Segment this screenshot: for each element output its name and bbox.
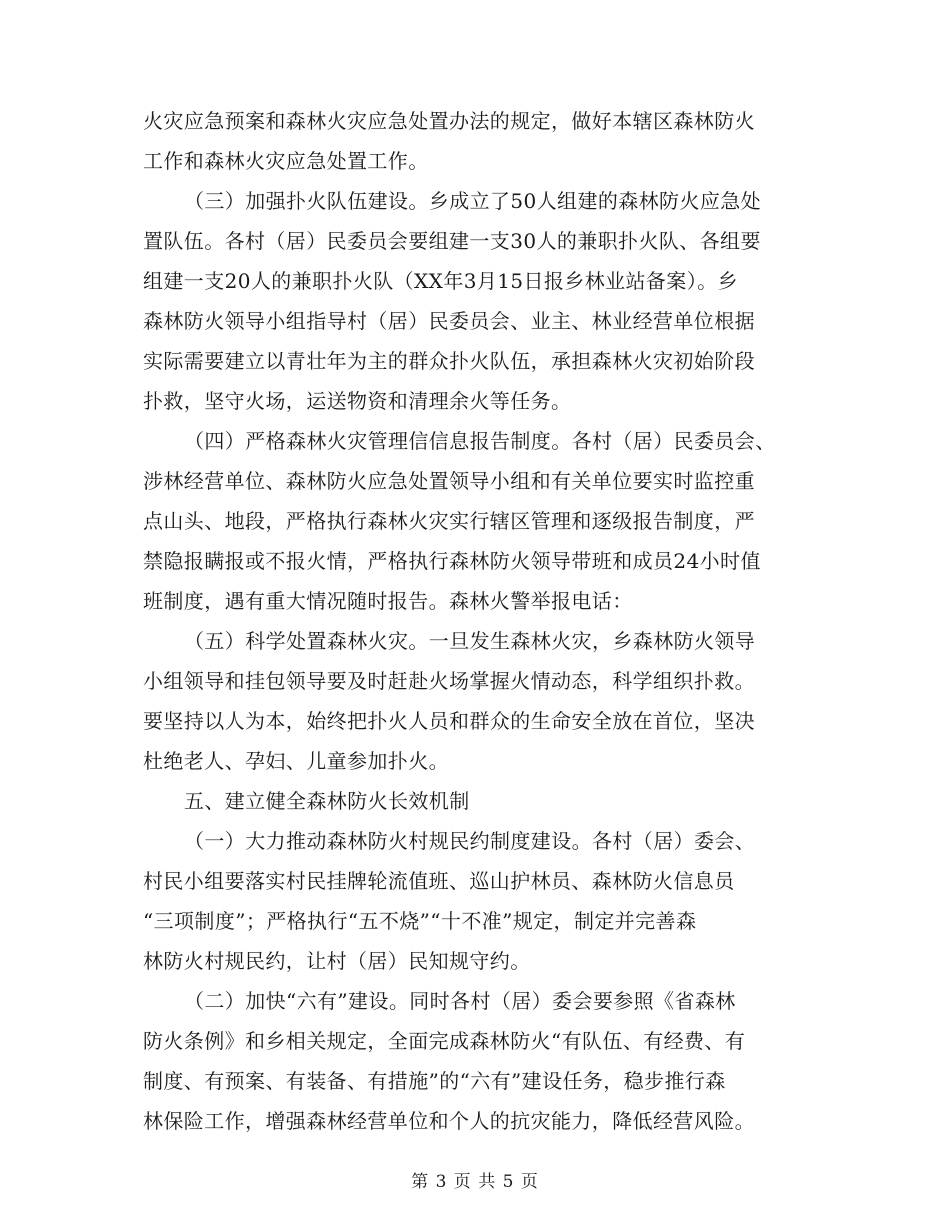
- text-line: 涉林经营单位、森林防火应急处置领导小组和有关单位要实时监控重: [143, 469, 755, 493]
- text-line: （五）科学处置森林火灾。一旦发生森林火灾，乡森林防火领导: [184, 629, 756, 653]
- text-line: “三项制度”；严格执行“五不烧”“十不准”规定，制定并完善森: [143, 909, 697, 933]
- text-line: 火灾应急预案和森林火灾应急处置办法的规定，做好本辖区森林防火: [143, 109, 755, 133]
- text-line: 防火条例》和乡相关规定，全面完成森林防火“有队伍、有经费、有: [143, 1029, 746, 1053]
- text-line: 五、建立健全森林防火长效机制: [184, 789, 470, 813]
- text-line: 杜绝老人、孕妇、儿童参加扑火。: [143, 749, 449, 773]
- page-footer: 第 3 页 共 5 页: [411, 1172, 539, 1192]
- text-line: （二）加快“六有”建设。同时各村（居）委会要参照《省森林: [184, 989, 736, 1013]
- text-line: 组建一支20人的兼职扑火队（XX年3月15日报乡林业站备案）。乡: [143, 269, 738, 293]
- text-line: 森林防火领导小组指导村（居）民委员会、业主、林业经营单位根据: [143, 309, 755, 333]
- text-line: 村民小组要落实村民挂牌轮流值班、巡山护林员、森林防火信息员: [143, 869, 735, 893]
- text-line: 实际需要建立以青壮年为主的群众扑火队伍，承担森林火灾初始阶段: [143, 349, 755, 373]
- text-line: 小组领导和挂包领导要及时赶赴火场掌握火情动态，科学组织扑救。: [143, 669, 755, 693]
- text-line: 林防火村规民约，让村（居）民知规守约。: [143, 949, 531, 973]
- text-line: （一）大力推动森林防火村规民约制度建设。各村（居）委会、: [184, 829, 756, 853]
- text-line: 林保险工作，增强森林经营单位和个人的抗灾能力，降低经营风险。: [143, 1109, 755, 1133]
- text-line: 班制度，遇有重大情况随时报告。森林火警举报电话：: [143, 589, 633, 613]
- text-line: 要坚持以人为本，始终把扑火人员和群众的生命安全放在首位，坚决: [143, 709, 755, 733]
- text-line: 禁隐报瞒报或不报火情，严格执行森林防火领导带班和成员24小时值: [143, 549, 761, 573]
- document-body: [143, 101, 823, 1141]
- text-line: 制度、有预案、有装备、有措施”的“六有”建设任务，稳步推行森: [143, 1069, 726, 1093]
- text-line: 工作和森林火灾应急处置工作。: [143, 149, 429, 173]
- text-line: （三）加强扑火队伍建设。乡成立了50人组建的森林防火应急处: [184, 189, 762, 213]
- text-line: 点山头、地段，严格执行森林火灾实行辖区管理和逐级报告制度，严: [143, 509, 755, 533]
- text-line: 扑救，坚守火场，运送物资和清理余火等任务。: [143, 389, 572, 413]
- text-line: 置队伍。各村（居）民委员会要组建一支30人的兼职扑火队、各组要: [143, 229, 761, 253]
- text-line: （四）严格森林火灾管理信信息报告制度。各村（居）民委员会、: [184, 429, 776, 453]
